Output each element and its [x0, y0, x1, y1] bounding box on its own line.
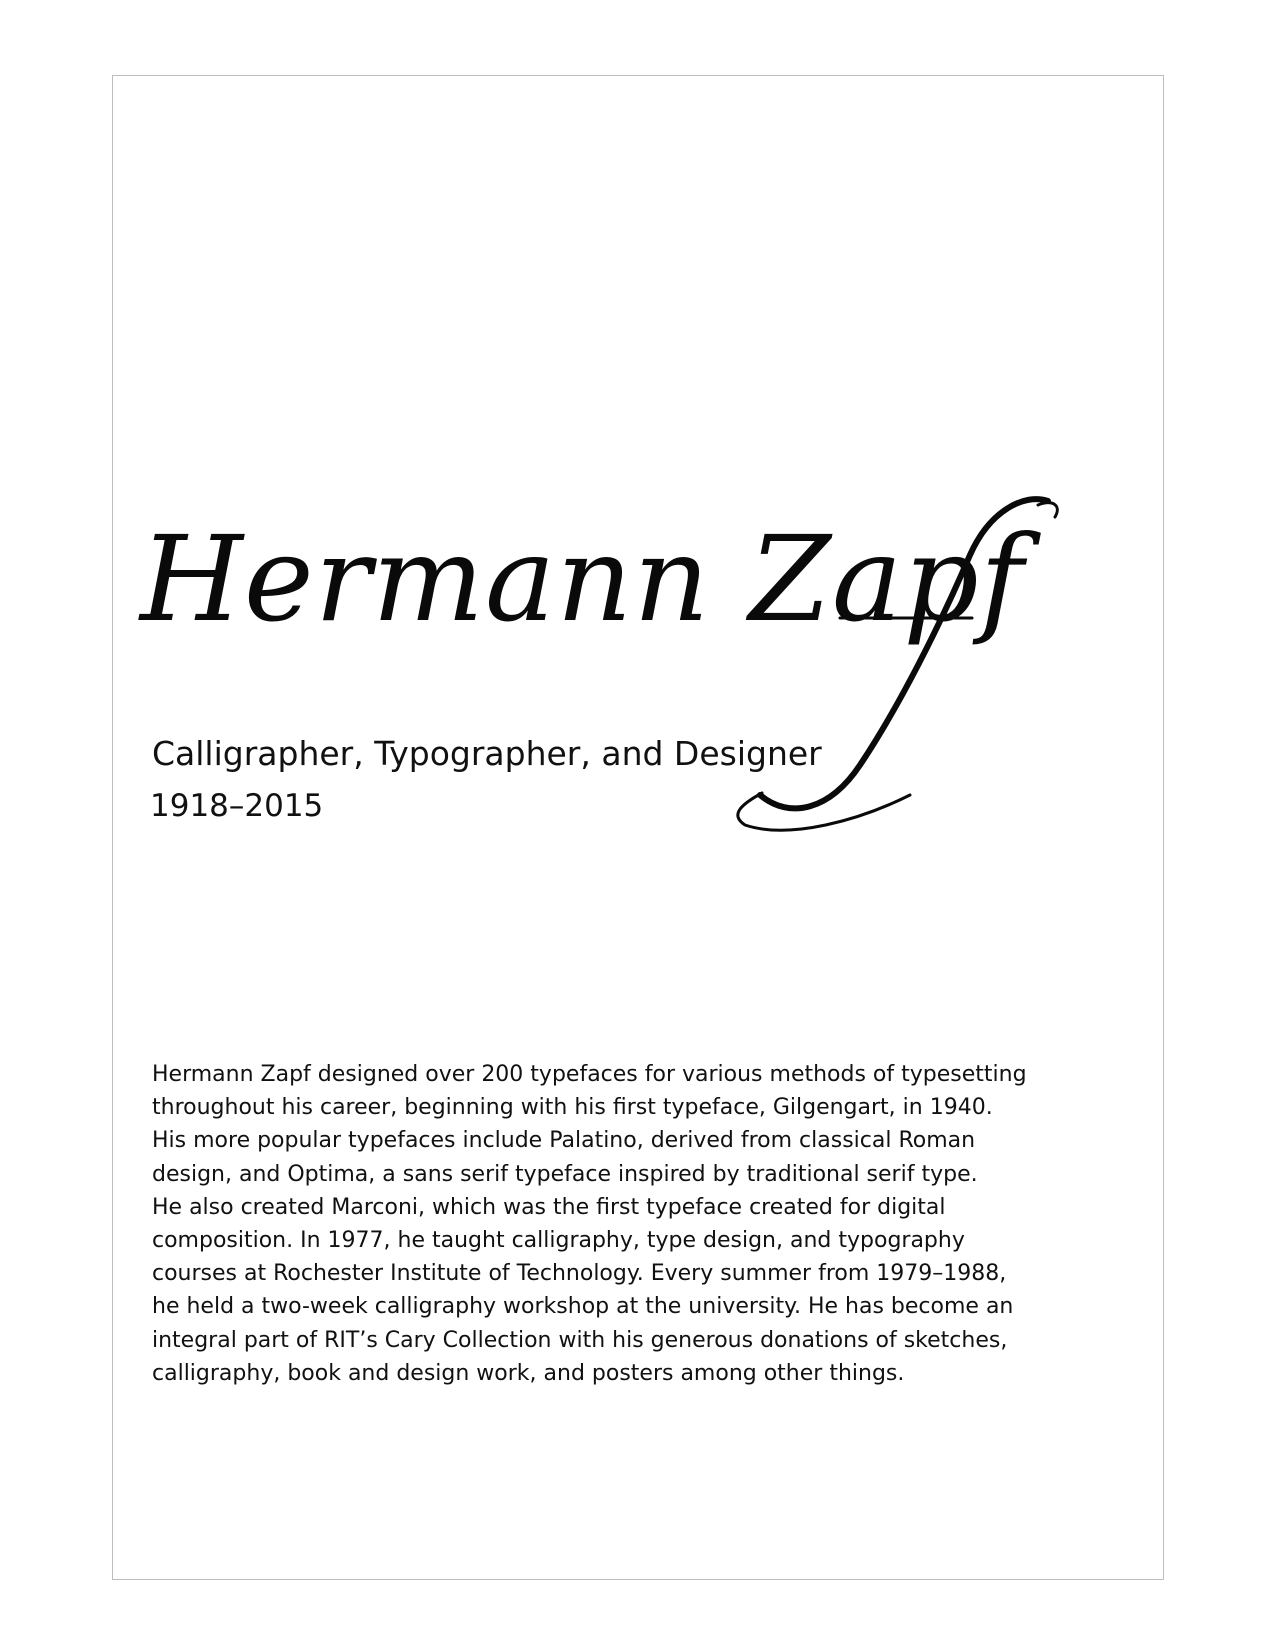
bio-line: integral part of RIT’s Cary Collection with his generous donations of sketches, [152, 1327, 1008, 1353]
bio-line: design, and Optima, a sans serif typeface inspired by traditional serif type. [152, 1161, 978, 1187]
bio-line: His more popular typefaces include Palatino, derived from classical Roman [152, 1128, 976, 1154]
page-title: Hermann Zapf [140, 510, 1025, 648]
biography-paragraph [152, 1058, 1027, 1390]
lifespan-years: 1918–2015 [150, 788, 324, 824]
bio-line: courses at Rochester Institute of Technology. Every summer from 1979–1988, [152, 1261, 1007, 1287]
bio-line: Hermann Zapf designed over 200 typefaces for various methods of typesetting [152, 1062, 1027, 1087]
subtitle: Calligrapher, Typographer, and Designer [152, 734, 822, 773]
bio-line: He also created Marconi, which was the first typeface created for digital [152, 1194, 946, 1220]
bio-line: he held a two-week calligraphy workshop at the university. He has become an [152, 1294, 1014, 1320]
bio-line: throughout his career, beginning with his first typeface, Gilgengart, in 1940. [152, 1095, 993, 1121]
bio-line: calligraphy, book and design work, and posters among other things. [152, 1360, 905, 1386]
bio-line: composition. In 1977, he taught calligraphy, type design, and typography [152, 1228, 965, 1254]
